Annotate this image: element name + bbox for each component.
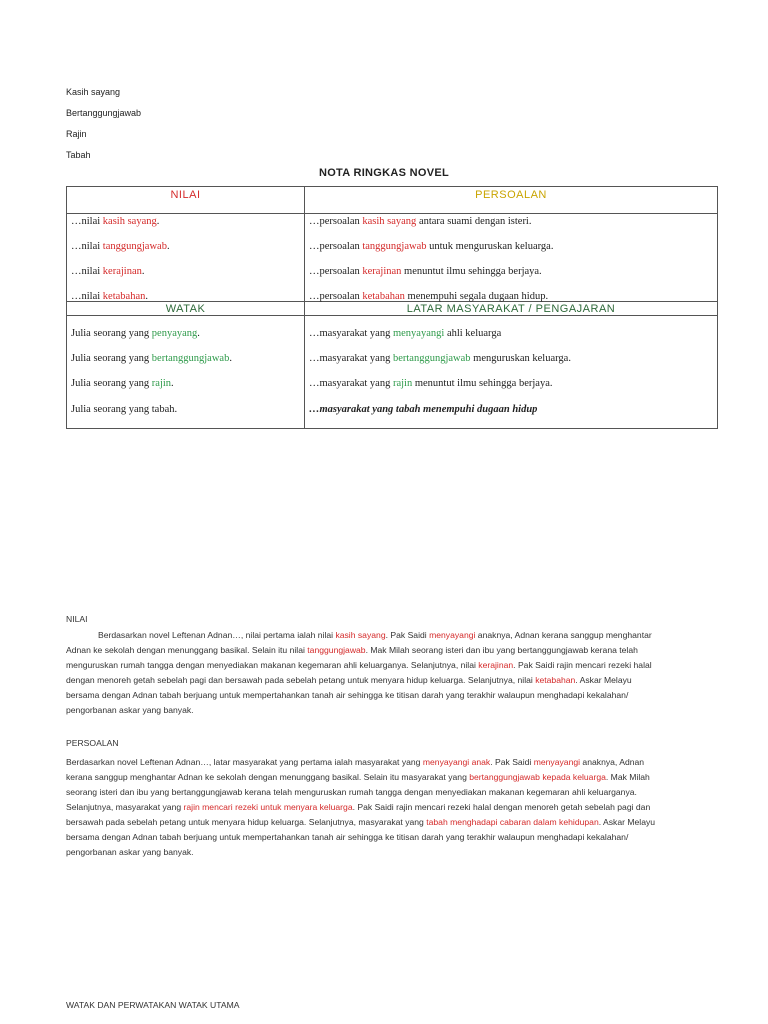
watak-cell: Julia seorang yang penyayang.	[71, 328, 200, 339]
paragraph-line: pengorbanan askar yang banyak.	[66, 847, 194, 857]
persoalan-cell: …persoalan tanggungjawab untuk menguruskan keluarga.	[309, 241, 554, 252]
paragraph-nilai	[66, 628, 706, 718]
paragraph-line: seorang isteri dan ibu yang bertanggungjawab kerana telah menguruskan rumah tangga dengan menyediakan makanan kegemaran ahli keluarganya.	[66, 787, 637, 797]
persoalan-cell: …persoalan ketabahan menempuhi segala dugaan hidup.	[309, 291, 549, 302]
nilai-cell: …nilai kasih sayang.	[71, 216, 160, 227]
watak-cell: Julia seorang yang tabah.	[71, 404, 178, 415]
summary-table	[66, 186, 718, 429]
paragraph-line: bersama dengan Adnan tabah berjuang untuk mempertahankan tanah air sehingga ke titisan darah yang terakhir walaupun menghadapi kekalahan/	[66, 832, 629, 842]
header-persoalan: PERSOALAN	[475, 189, 547, 201]
paragraph-line: kerana sanggup menghantar Adnan ke sekolah dengan menunggang basikal. Selain itu masyarakat yang bertanggungjawab kepada keluarga. Mak Milah	[66, 772, 650, 782]
section-heading-nilai: NILAI	[66, 614, 88, 624]
header-nilai: NILAI	[170, 189, 201, 201]
paragraph-line: bersama dengan Adnan tabah berjuang untuk mempertahankan tanah air sehingga ke titisan darah yang terakhir walaupun menghadapi kekalahan/	[66, 690, 629, 700]
watak-cell: Julia seorang yang rajin.	[71, 378, 174, 389]
persoalan-cell: …persoalan kerajinan menuntut ilmu sehingga berjaya.	[309, 266, 542, 277]
section-heading-persoalan: PERSOALAN	[66, 738, 119, 748]
value-list-item: Tabah	[66, 150, 91, 160]
paragraph-line: pengorbanan askar yang banyak.	[66, 705, 194, 715]
watak-cell: Julia seorang yang bertanggungjawab.	[71, 353, 232, 364]
nilai-cell: …nilai ketabahan.	[71, 291, 148, 302]
paragraph-line: Selanjutnya, masyarakat yang rajin mencari rezeki untuk menyara keluarga. Pak Saidi rajin mencari rezeki halal dengan menoreh getah sebelah pagi dan	[66, 802, 651, 812]
paragraph-line: menguruskan rumah tangga dengan menyediakan makanan kegemaran ahli keluarganya. Selanjutnya, nilai kerajinan. Pak Saidi rajin mencari rezeki halal	[66, 660, 652, 670]
page-title: NOTA RINGKAS NOVEL	[318, 167, 450, 179]
paragraph-line: bersawah pada sebelah petang untuk menyara hidup keluarga. Selanjutnya, masyarakat yang tabah menghadapi cabaran dalam kehidupan. Askar Melayu	[66, 817, 656, 827]
row-divider	[67, 213, 717, 214]
header-watak: WATAK	[165, 303, 206, 315]
paragraph-line: Adnan ke sekolah dengan menunggang basikal. Selain itu nilai tanggungjawab. Mak Milah seorang isteri dan ibu yang bertanggungjawab kerana telah	[66, 645, 638, 655]
section-heading-watak: WATAK DAN PERWATAKAN WATAK UTAMA	[66, 1000, 240, 1010]
persoalan-cell: …persoalan kasih sayang antara suami dengan isteri.	[309, 216, 532, 227]
paragraph-line: Berdasarkan novel Leftenan Adnan…, nilai pertama ialah nilai kasih sayang. Pak Saidi menyayangi anaknya, Adnan kerana sanggup menghantar	[98, 630, 652, 640]
value-list-item: Bertanggungjawab	[66, 108, 142, 118]
paragraph-line: Berdasarkan novel Leftenan Adnan…, latar masyarakat yang pertama ialah masyarakat yang menyayangi anak. Pak Saidi menyayangi anaknya, Adnan	[66, 757, 645, 767]
latar-cell: …masyarakat yang rajin menuntut ilmu sehingga berjaya.	[309, 378, 553, 389]
latar-cell: …masyarakat yang tabah menempuhi dugaan hidup	[309, 404, 538, 415]
paragraph-line: dengan menoreh getah sebelah pagi dan bersawah pada sebelah petang untuk menyara hidup keluarga. Selanjutnya, nilai ketabahan. Askar Melayu	[66, 675, 632, 685]
nilai-cell: …nilai tanggungjawab.	[71, 241, 170, 252]
latar-cell: …masyarakat yang bertanggungjawab menguruskan keluarga.	[309, 353, 571, 364]
value-list-item: Rajin	[66, 129, 87, 139]
latar-cell: …masyarakat yang menyayangi ahli keluarga	[309, 328, 502, 339]
header-latar: LATAR MASYARAKAT / PENGAJARAN	[406, 303, 616, 315]
nilai-cell: …nilai kerajinan.	[71, 266, 145, 277]
value-list-item: Kasih sayang	[66, 87, 121, 97]
row-divider	[67, 315, 717, 316]
paragraph-persoalan	[66, 755, 706, 860]
